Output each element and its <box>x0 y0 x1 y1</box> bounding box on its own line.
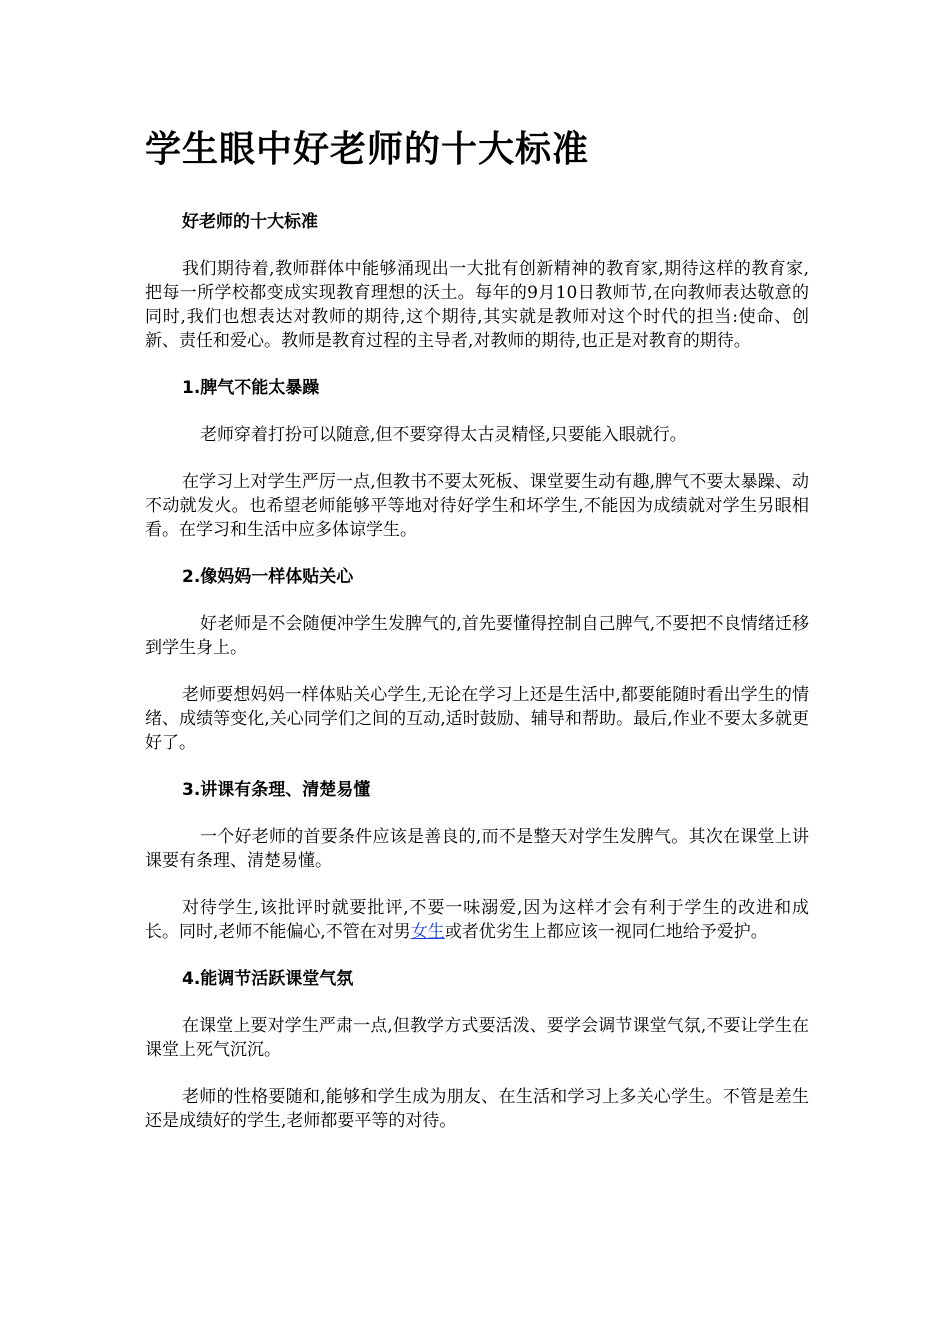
document-subtitle: 好老师的十大标准 <box>182 212 318 232</box>
girls-link[interactable]: 女生 <box>410 922 445 942</box>
section-3-paragraph-2-text-a: 对待学生,该批评时就要批评,不要一味溺爱,因为这样才会有利于学生的改进和成长。同时,老师不能偏心,不管在对男 <box>145 898 809 942</box>
section-2-heading: 2.像妈妈一样体贴关心 <box>182 567 354 587</box>
section-3-paragraph-2-text-b: 或者优劣生上都应该一视同仁地给予爱护。 <box>444 922 768 942</box>
section-1-heading: 1.脾气不能太暴躁 <box>182 378 320 398</box>
section-2-paragraph-2: 老师要想妈妈一样体贴关心学生,无论在学习上还是生活中,都要能随时看出学生的情绪、成绩等变化,关心同学们之间的互动,适时鼓励、辅导和帮助。最后,作业不要太多就更好了。 <box>145 685 809 753</box>
section-4-heading: 4.能调节活跃课堂气氛 <box>182 969 354 989</box>
document-page <box>145 120 809 1156</box>
section-2-paragraph-1: 好老师是不会随便冲学生发脾气的,首先要懂得控制自己脾气,不要把不良情绪迁移到学生身上。 <box>145 614 809 658</box>
intro-paragraph: 我们期待着,教师群体中能够涌现出一大批有创新精神的教育家,期待这样的教育家,把每一所学校都变成实现教育理想的沃土。每年的9月10日教师节,在向教师表达敬意的同时,我们也想表达对教师的期待,这个期待,其实就是教师对这个时代的担当:使命、创新、责任和爱心。教师是教育过程的主导者,对教师的期待,也正是对教育的期待。 <box>145 259 809 351</box>
section-3-heading: 3.讲课有条理、清楚易懂 <box>182 780 371 800</box>
section-3-paragraph-2 <box>145 896 809 944</box>
section-4-paragraph-1: 在课堂上要对学生严肃一点,但教学方式要活泼、要学会调节课堂气氛,不要让学生在课堂上死气沉沉。 <box>145 1016 809 1060</box>
section-3-paragraph-1: 一个好老师的首要条件应该是善良的,而不是整天对学生发脾气。其次在课堂上讲课要有条理、清楚易懂。 <box>145 827 809 871</box>
section-4-paragraph-2: 老师的性格要随和,能够和学生成为朋友、在生活和学习上多关心学生。不管是差生还是成绩好的学生,老师都要平等的对待。 <box>145 1087 809 1131</box>
document-title: 学生眼中好老师的十大标准 <box>145 129 590 170</box>
section-1-paragraph-1: 老师穿着打扮可以随意,但不要穿得太古灵精怪,只要能入眼就行。 <box>200 425 687 445</box>
section-1-paragraph-2: 在学习上对学生严厉一点,但教书不要太死板、课堂要生动有趣,脾气不要太暴躁、动不动就发火。也希望老师能够平等地对待好学生和坏学生,不能因为成绩就对学生另眼相看。在学习和生活中应多体谅学生。 <box>145 472 809 540</box>
